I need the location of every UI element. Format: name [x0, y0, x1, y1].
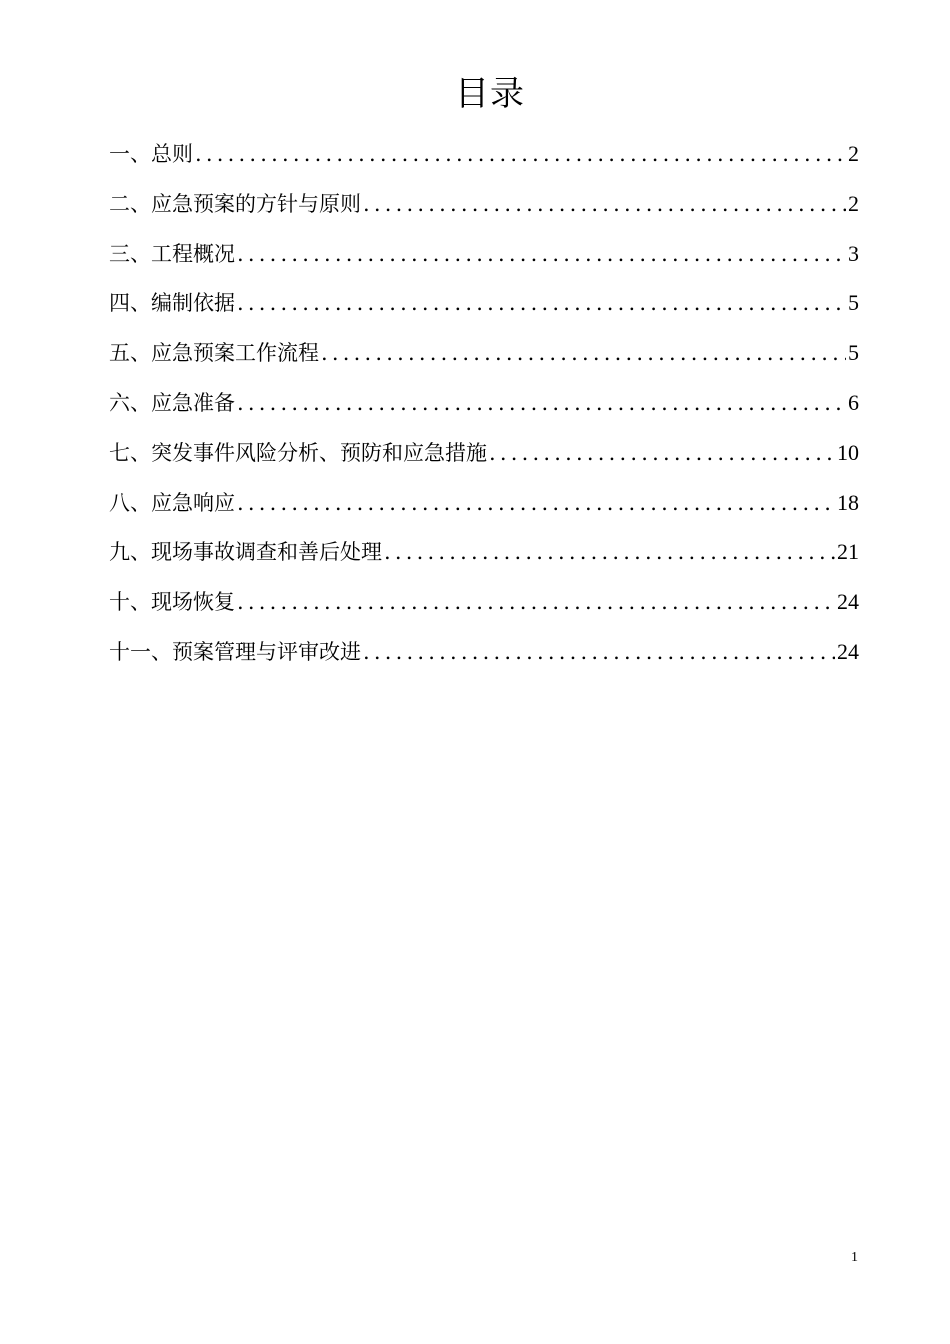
toc-title: 目录 — [455, 74, 525, 114]
toc-entry-page: 21 — [837, 539, 859, 565]
dot-leader — [363, 635, 835, 669]
dot-leader — [237, 386, 846, 420]
toc-entry-label: 四、编制依据 — [109, 291, 235, 316]
toc-entry-label: 三、工程概况 — [109, 241, 235, 266]
dot-leader — [237, 585, 835, 619]
toc-entry-page: 5 — [848, 340, 859, 366]
dot-leader — [237, 486, 835, 520]
toc-entry-label: 八、应急响应 — [109, 490, 235, 515]
toc-entry-page: 10 — [837, 439, 859, 465]
page-number: 1 — [851, 1250, 858, 1265]
toc-entry-label: 十一、预案管理与评审改进 — [109, 639, 361, 664]
toc-entry[interactable] — [109, 386, 859, 436]
dot-leader — [195, 137, 846, 171]
toc-entry[interactable] — [109, 137, 859, 187]
toc-entry[interactable] — [109, 585, 859, 635]
toc-entry[interactable] — [109, 635, 859, 685]
toc-entry-label: 六、应急准备 — [109, 390, 235, 415]
dot-leader — [384, 535, 835, 569]
dot-leader — [363, 187, 846, 221]
dot-leader — [489, 436, 835, 470]
toc-entry[interactable] — [109, 535, 859, 585]
toc-entry-label: 二、应急预案的方针与原则 — [109, 191, 361, 216]
toc-entry-page: 18 — [837, 489, 859, 515]
toc-entry-label: 十、现场恢复 — [109, 590, 235, 615]
table-of-contents — [109, 137, 859, 685]
toc-entry-page: 24 — [837, 638, 859, 664]
toc-entry-page: 3 — [848, 240, 859, 266]
toc-entry-page: 6 — [848, 389, 859, 415]
toc-entry-page: 5 — [848, 290, 859, 316]
toc-entry-label: 五、应急预案工作流程 — [109, 341, 319, 366]
dot-leader — [237, 237, 846, 271]
toc-entry[interactable] — [109, 286, 859, 336]
toc-entry-label: 七、突发事件风险分析、预防和应急措施 — [109, 440, 487, 465]
toc-entry-label: 一、总则 — [109, 142, 193, 166]
toc-entry-page: 24 — [837, 589, 859, 615]
dot-leader — [321, 336, 846, 370]
toc-entry[interactable] — [109, 237, 859, 287]
toc-entry-page: 2 — [848, 141, 859, 166]
toc-entry-page: 2 — [848, 190, 859, 216]
toc-entry[interactable] — [109, 436, 859, 486]
toc-entry[interactable] — [109, 486, 859, 536]
toc-entry[interactable] — [109, 336, 859, 386]
dot-leader — [237, 286, 846, 320]
toc-entry[interactable] — [109, 187, 859, 237]
toc-entry-label: 九、现场事故调查和善后处理 — [109, 540, 382, 565]
